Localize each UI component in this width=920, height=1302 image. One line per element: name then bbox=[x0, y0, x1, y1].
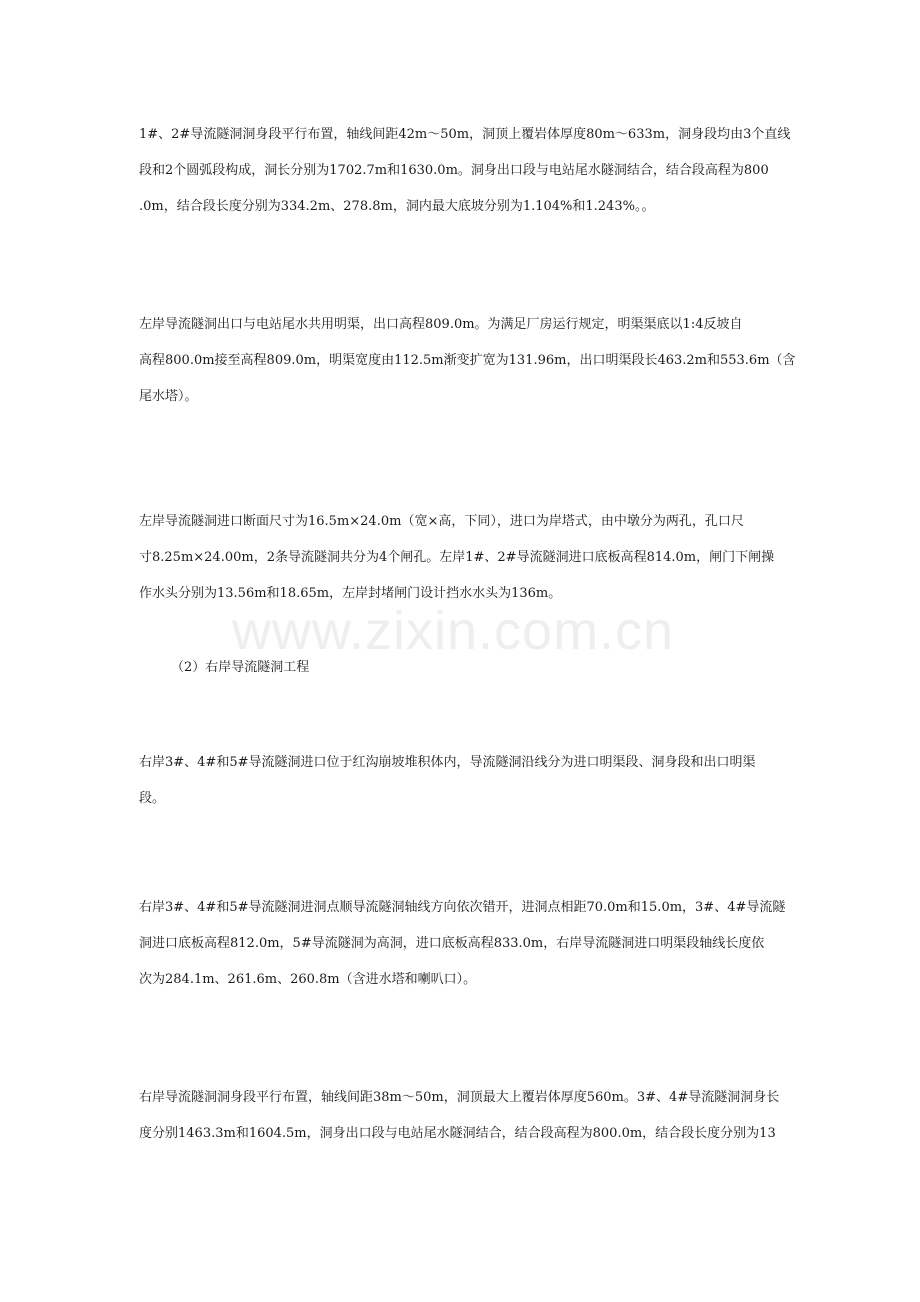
paragraph-right-tunnel-inlet-location bbox=[139, 745, 787, 817]
text-line: 1#、2#导流隧洞洞身段平行布置，轴线间距42m～50m，洞顶上覆岩体厚度80m～633m，洞身段均由3个直线 bbox=[139, 127, 791, 142]
text-line: .0m，结合段长度分别为334.2m、278.8m，洞内最大底坡分别为1.104%和1.243%。。 bbox=[139, 199, 655, 214]
text-line: 次为284.1m、261.6m、260.8m（含进水塔和喇叭口）。 bbox=[139, 972, 477, 987]
paragraph-right-tunnel-body bbox=[139, 1080, 787, 1152]
text-line: 作水头分别为13.56m和18.65m，左岸封堵闸门设计挡水水头为136m。 bbox=[139, 586, 562, 601]
text-line: 右岸导流隧洞洞身段平行布置，轴线间距38m～50m，洞顶最大上覆岩体厚度560m。3#、4#导流隧洞洞身长 bbox=[139, 1090, 780, 1105]
text-line: 右岸3#、4#和5#导流隧洞进洞点顺导流隧洞轴线方向依次错开，进洞点相距70.0m和15.0m，3#、4#导流隧 bbox=[139, 900, 786, 915]
paragraph-right-tunnel-entry-points bbox=[139, 890, 787, 998]
paragraph-left-tunnel-inlet bbox=[139, 504, 787, 612]
text-line: 段。 bbox=[139, 791, 166, 806]
text-line: 段和2个圆弧段构成，洞长分别为1702.7m和1630.0m。洞身出口段与电站尾水隧洞结合，结合段高程为800 bbox=[139, 163, 769, 178]
watermark: www.zixin.com.cn bbox=[232, 601, 675, 661]
paragraph-left-tunnel-body bbox=[139, 117, 791, 225]
text-line: 左岸导流隧洞进口断面尺寸为16.5m×24.0m（宽×高，下同），进口为岸塔式，由中墩分为两孔，孔口尺 bbox=[139, 514, 744, 529]
text-line: 尾水塔）。 bbox=[139, 389, 198, 404]
text-line: 左岸导流隧洞出口与电站尾水共用明渠，出口高程809.0m。为满足厂房运行规定，明渠渠底以1:4反坡自 bbox=[139, 317, 743, 332]
text-line: 洞进口底板高程812.0m，5#导流隧洞为高洞，进口底板高程833.0m，右岸导流隧洞进口明渠段轴线长度依 bbox=[139, 936, 765, 951]
section-heading: （2）右岸导流隧洞工程 bbox=[171, 660, 310, 675]
text-line: 寸8.25m×24.00m，2条导流隧洞共分为4个闸孔。左岸1#、2#导流隧洞进口底板高程814.0m，闸门下闸操 bbox=[139, 550, 775, 565]
text-line: 度分别1463.3m和1604.5m，洞身出口段与电站尾水隧洞结合，结合段高程为800.0m，结合段长度分别为13 bbox=[139, 1126, 776, 1141]
text-line: 右岸3#、4#和5#导流隧洞进口位于红沟崩坡堆积体内，导流隧洞沿线分为进口明渠段、洞身段和出口明渠 bbox=[139, 755, 756, 770]
text-line: 高程800.0m接至高程809.0m，明渠宽度由112.5m渐变扩宽为131.96m，出口明渠段长463.2m和553.6m（含 bbox=[139, 353, 796, 368]
paragraph-left-tunnel-outlet bbox=[139, 307, 796, 415]
